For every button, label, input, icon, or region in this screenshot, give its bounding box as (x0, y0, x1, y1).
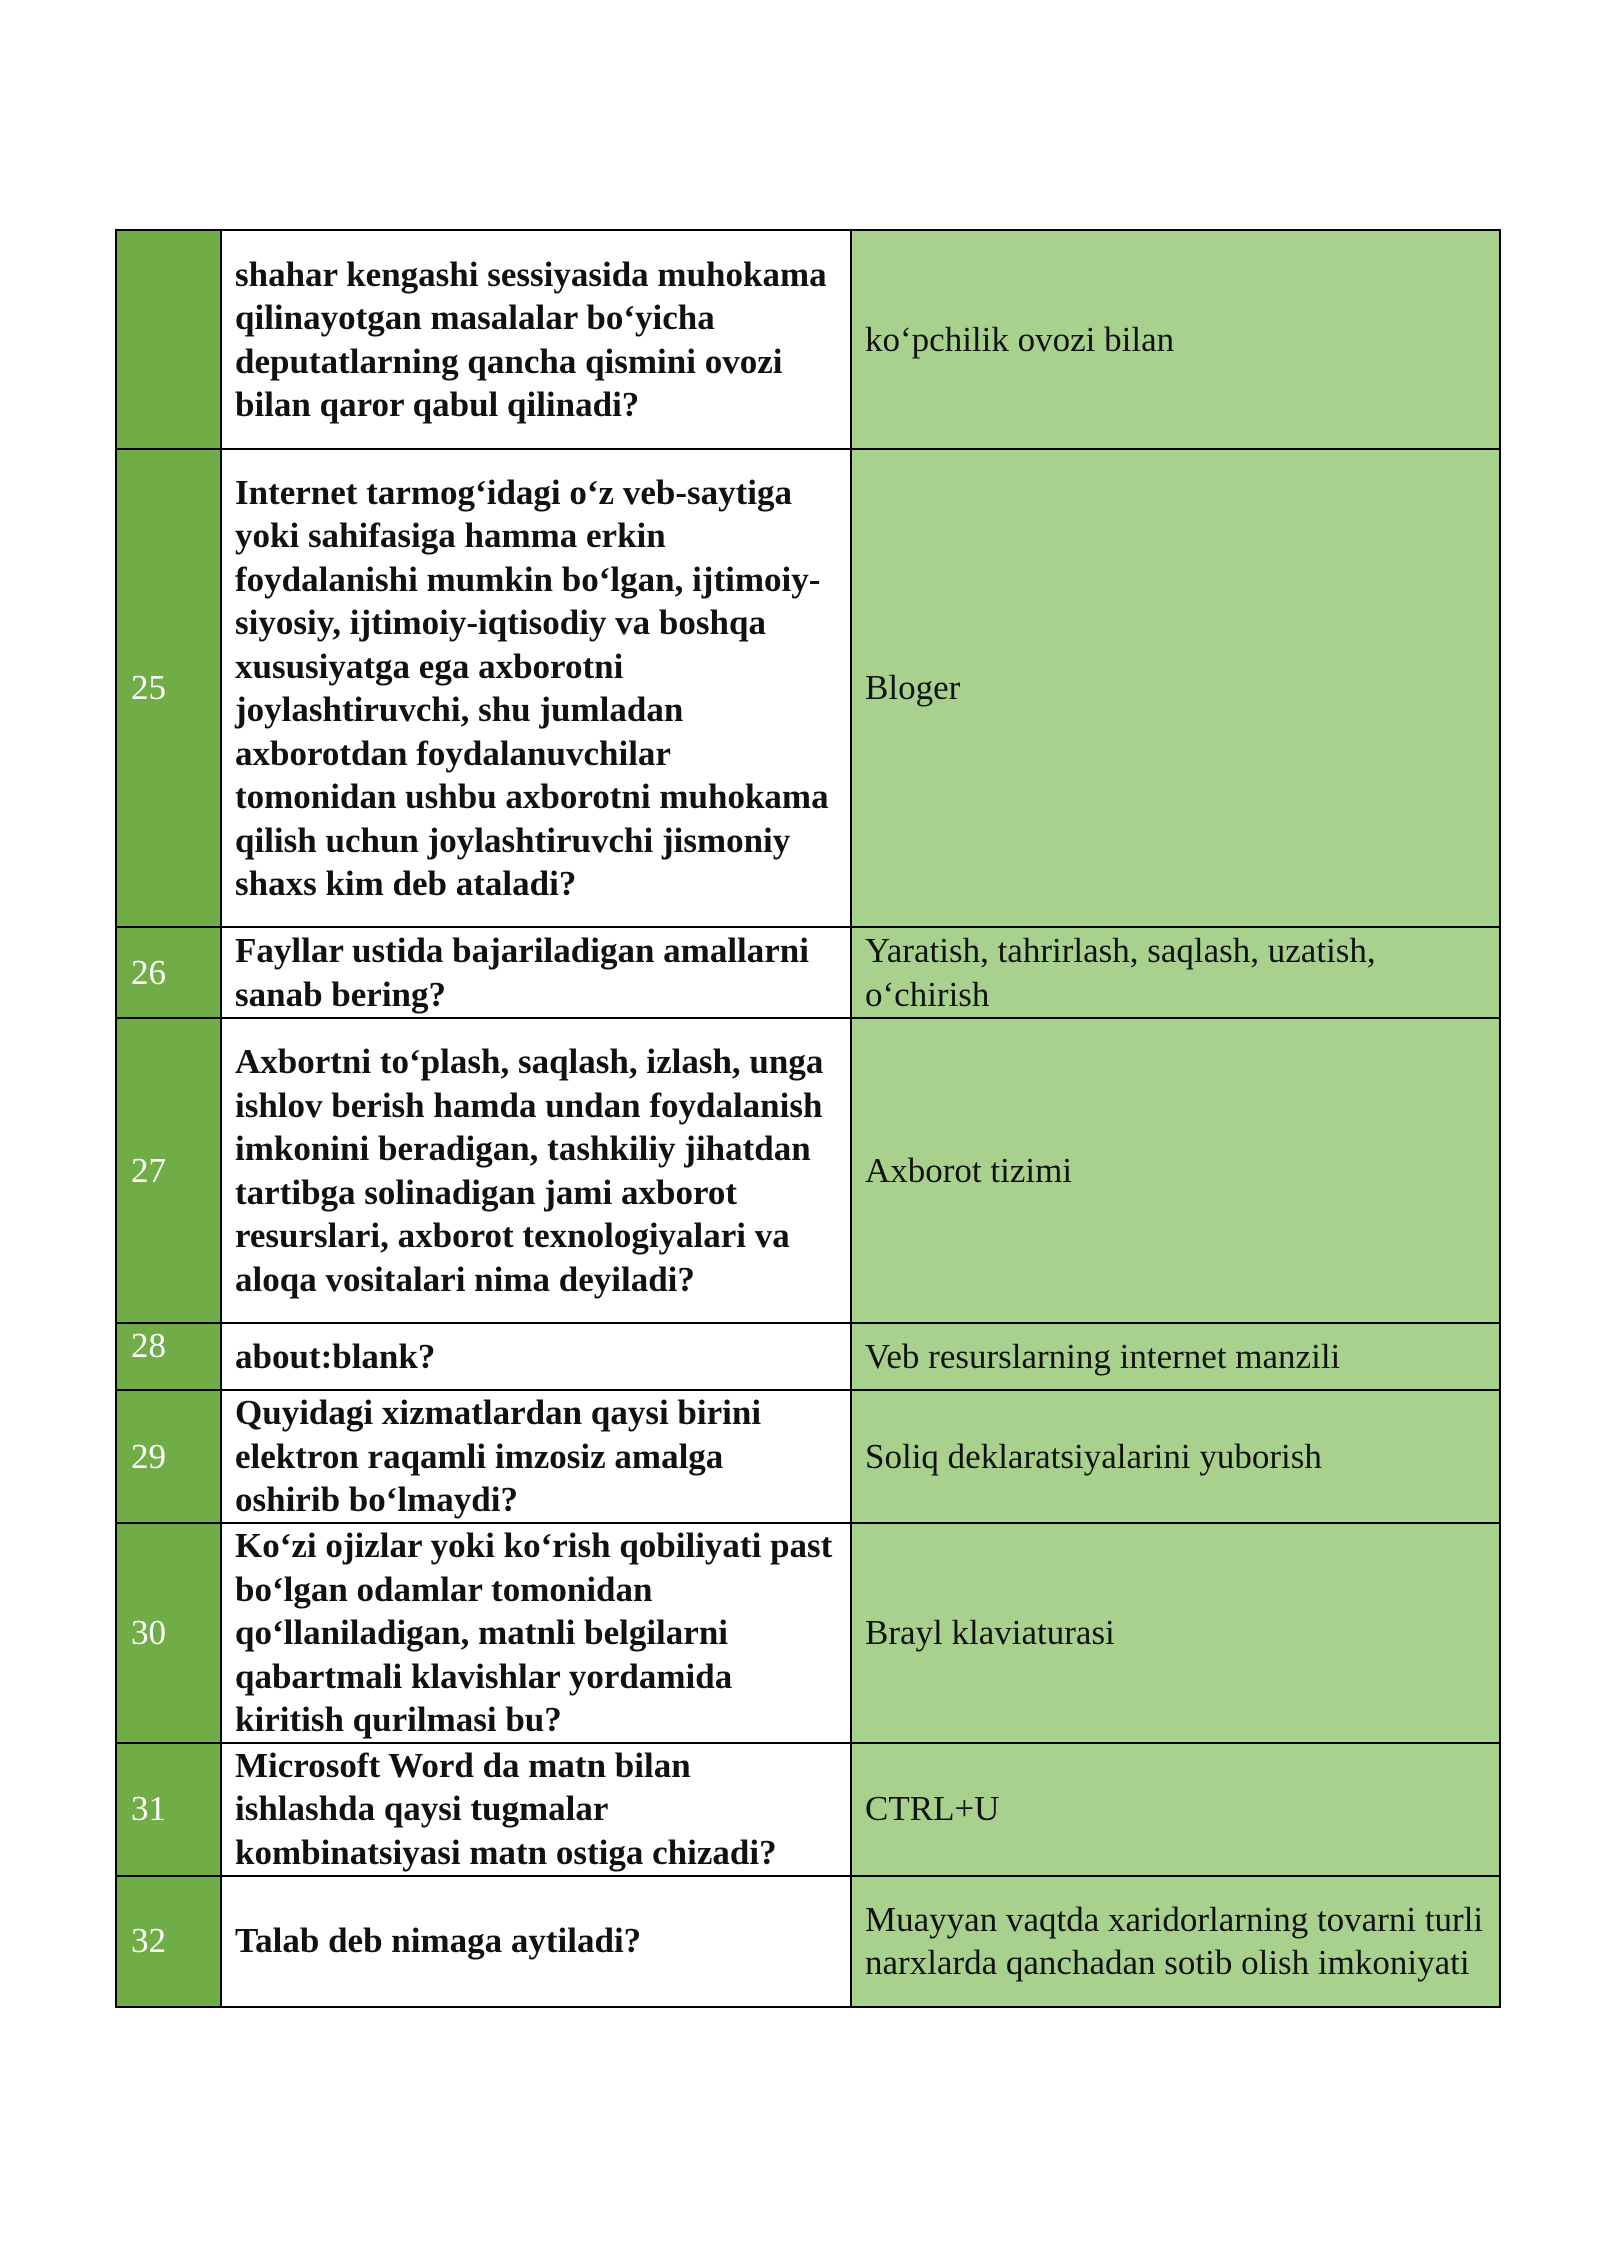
row-number: 32 (116, 1876, 221, 2007)
answer-cell: Brayl klaviaturasi (851, 1523, 1500, 1743)
row-number: 31 (116, 1743, 221, 1876)
table-row (116, 1018, 1500, 1323)
question-cell: Talab deb nimaga aytiladi? (221, 1876, 851, 2007)
question-cell: Fayllar ustida bajariladigan amallarni sanab bering? (221, 927, 851, 1018)
table-row (116, 230, 1500, 449)
row-number: 29 (116, 1390, 221, 1523)
row-number: 27 (116, 1018, 221, 1323)
answer-cell: Axborot tizimi (851, 1018, 1500, 1323)
answer-cell: Muayyan vaqtda xaridorlarning tovarni turli narxlarda qanchadan sotib olish imkoniyati (851, 1876, 1500, 2007)
table-row (116, 449, 1500, 927)
answer-cell: CTRL+U (851, 1743, 1500, 1876)
answer-cell: Bloger (851, 449, 1500, 927)
table-row (116, 1743, 1500, 1876)
row-number: 30 (116, 1523, 221, 1743)
answer-cell: Soliq deklaratsiyalarini yuborish (851, 1390, 1500, 1523)
qa-table (115, 229, 1501, 2008)
question-cell: Microsoft Word da matn bilan ishlashda qaysi tugmalar kombinatsiyasi matn ostiga chizadi? (221, 1743, 851, 1876)
answer-cell: Veb resurslarning internet manzili (851, 1323, 1500, 1390)
question-cell: Axbortni to‘plash, saqlash, izlash, unga ishlov berish hamda undan foydalanish imkonini beradigan, tashkiliy jihatdan tartibga solinadigan jami axborot resurslari, axborot texnologiyalari va aloqa vositalari nima deyiladi? (221, 1018, 851, 1323)
answer-cell: ko‘pchilik ovozi bilan (851, 230, 1500, 449)
row-number (116, 230, 221, 449)
question-cell: shahar kengashi sessiyasida muhokama qilinayotgan masalalar bo‘yicha deputatlarning qancha qismini ovozi bilan qaror qabul qilinadi? (221, 230, 851, 449)
row-number: 25 (116, 449, 221, 927)
table-row (116, 1523, 1500, 1743)
table-row (116, 1876, 1500, 2007)
question-cell: Quyidagi xizmatlardan qaysi birini elektron raqamli imzosiz amalga oshirib bo‘lmaydi? (221, 1390, 851, 1523)
question-cell: about:blank? (221, 1323, 851, 1390)
question-cell: Internet tarmog‘idagi o‘z veb-saytiga yoki sahifasiga hamma erkin foydalanishi mumkin bo‘lgan, ijtimoiy-siyosiy, ijtimoiy-iqtisodiy va boshqa xususiyatga ega axborotni joylashtiruvchi, shu jumladan axborotdan foydalanuvchilar tomonidan ushbu axborotni muhokama qilish uchun joylashtiruvchi jismoniy shaxs kim deb ataladi? (221, 449, 851, 927)
row-number: 28 (116, 1323, 221, 1390)
question-cell: Ko‘zi ojizlar yoki ko‘rish qobiliyati past bo‘lgan odamlar tomonidan qo‘llaniladigan, matnli belgilarni qabartmali klavishlar yordamida kiritish qurilmasi bu? (221, 1523, 851, 1743)
row-number: 26 (116, 927, 221, 1018)
answer-cell: Yaratish, tahrirlash, saqlash, uzatish, o‘chirish (851, 927, 1500, 1018)
table-row (116, 927, 1500, 1018)
table-row (116, 1323, 1500, 1390)
table-row (116, 1390, 1500, 1523)
